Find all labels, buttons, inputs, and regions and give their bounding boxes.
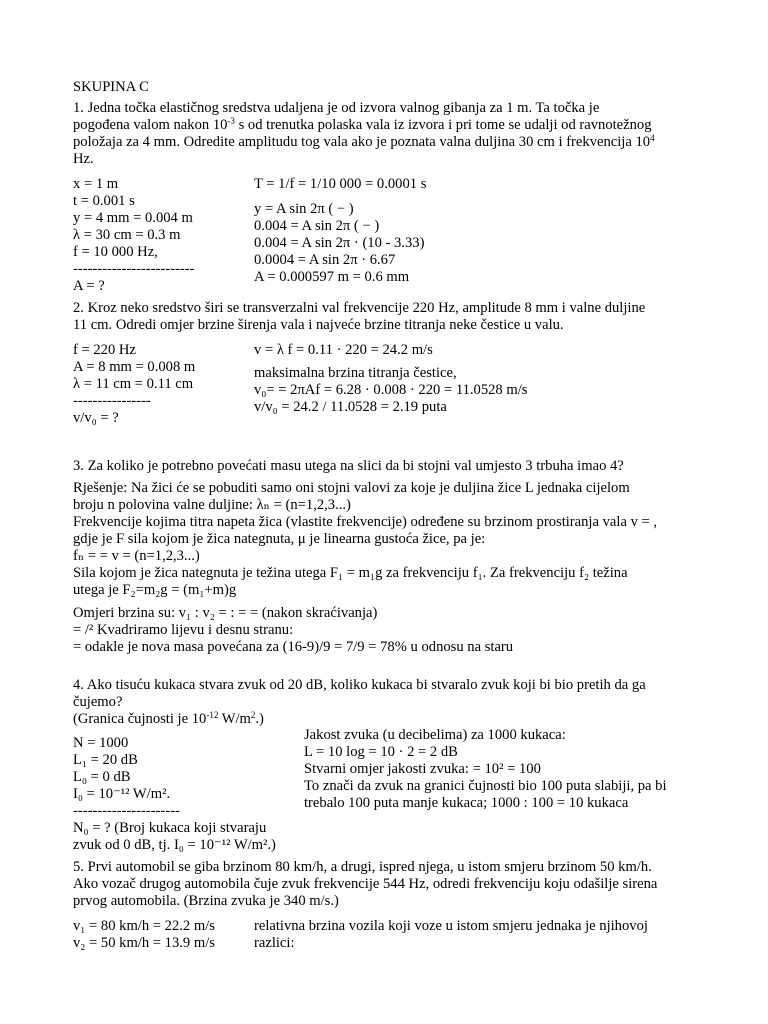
problem-1-solution: T = 1/f = 1/10 000 = 0.0001 s y = A sin 2π ( − ) 0.004 = A sin 2π ( − ) 0.004 = A sin 2π · (10 - 3.33) 0.0004 = A sin 2π · 6.67 A = 0.000597 m = 0.6 mm (254, 176, 427, 285)
problem-5-given: v₁ = 80 km/h = 22.2 m/s v₂ = 50 km/h = 13.9 m/s (73, 918, 215, 951)
problem-1-question: 1. Jedna točka elastičnog sredstva udaljena je od izvora valnog gibanja za 1 m. Ta točka je pogođena valom nakon $10^{-3}$ s od trenutka polaska vala iz izvora i pri tome se udalji od ravnotežnog položaja za 4 mm. Odredite amplitudu tog vala ako je poznata valna duljina 30 cm i frekvencija $10^4$ Hz. (73, 100, 655, 167)
problem-3-solution: Rješenje: Na žici će se pobuditi samo oni stojni valovi za koje je duljina žice L jednaka cijelom broju n polovina valne duljine: λₙ = (n=1,2,3...) Frekvencije kojima titra napeta žica (vlastite frekvencije) određene su brzinom prostiranja vala v = , gdje je F sila kojom je žica nategnuta, μ je linearna gustoća žice, pa je: fₙ = = v = (n=1,2,3...) Sila kojom je žica nategnuta je težina utega F₁ = m₁g za frekvenciju f₁. Za frekvenciju f₂ težina utega je F₂=m₂g = (m₁+m)g Omjeri brzina su: v₁ : v₂ = : = = (nakon skraćivanja) = /² Kvadriramo lijevu i desnu stranu: = odakle je nova masa povećana za (16-9)/9 = 7/9 = 78% u odnosu na staru (73, 480, 658, 655)
problem-1-given: x = 1 m t = 0.001 s y = 4 mm = 0.004 m λ = 30 cm = 0.3 m f = 10 000 Hz, ------------------------- A = ? (73, 176, 195, 294)
problem-4-question: 4. Ako tisuću kukaca stvara zvuk od 20 dB, koliko kukaca bi stvaralo zvuk koji bi bio pretih da ga čujemo? (Granica čujnosti je $10^{-12}$ $W/m^2$.) (73, 677, 646, 727)
problem-2-given: f = 220 Hz A = 8 mm = 0.008 m λ = 11 cm = 0.11 cm ---------------- v/v₀ = ? (73, 342, 196, 426)
problem-4-given: N = 1000 L₁ = 20 dB L₀ = 0 dB I₀ = 10⁻¹² W/m². ---------------------- N₀ = ? (Broj kukaca koji stvaraju zvuk od 0 dB, tj. I₀ = 10⁻¹² W/m².) (73, 735, 276, 853)
problem-5-solution: relativna brzina vozila koji voze u istom smjeru jednaka je njihovoj razlici: (254, 918, 648, 951)
problem-2-question: 2. Kroz neko sredstvo širi se transverzalni val frekvencije 220 Hz, amplitude 8 mm i valne duljine 11 cm. Odredi omjer brzine širenja vala i najveće brzine titranja neke čestice u valu. (73, 300, 646, 333)
problem-3-question: 3. Za koliko je potrebno povećati masu utega na slici da bi stojni val umjesto 3 trbuha imao 4? (73, 458, 624, 474)
heading: SKUPINA C (73, 79, 149, 95)
problem-4-solution: Jakost zvuka (u decibelima) za 1000 kukaca: L = 10 log = 10 · 2 = 2 dB Stvarni omjer jakosti zvuka: = 10² = 100 To znači da zvuk na granici čujnosti bio 100 puta slabiji, pa bi trebalo 100 puta manje kukaca; 1000 : 100 = 10 kukaca (304, 727, 667, 811)
problem-5-question: 5. Prvi automobil se giba brzinom 80 km/h, a drugi, ispred njega, u istom smjeru brzinom 50 km/h. Ako vozač drugog automobila čuje zvuk frekvencije 544 Hz, odredi frekvenciju koju odašilje sirena prvog automobila. (Brzina zvuka je 340 m/s.) (73, 859, 658, 909)
problem-2-solution: v = λ f = 0.11 · 220 = 24.2 m/s maksimalna brzina titranja čestice, v₀= = 2πAf = 6.28 · 0.008 · 220 = 11.0528 m/s v/v₀ = 24.2 / 11.0528 = 2.19 puta (254, 342, 528, 415)
